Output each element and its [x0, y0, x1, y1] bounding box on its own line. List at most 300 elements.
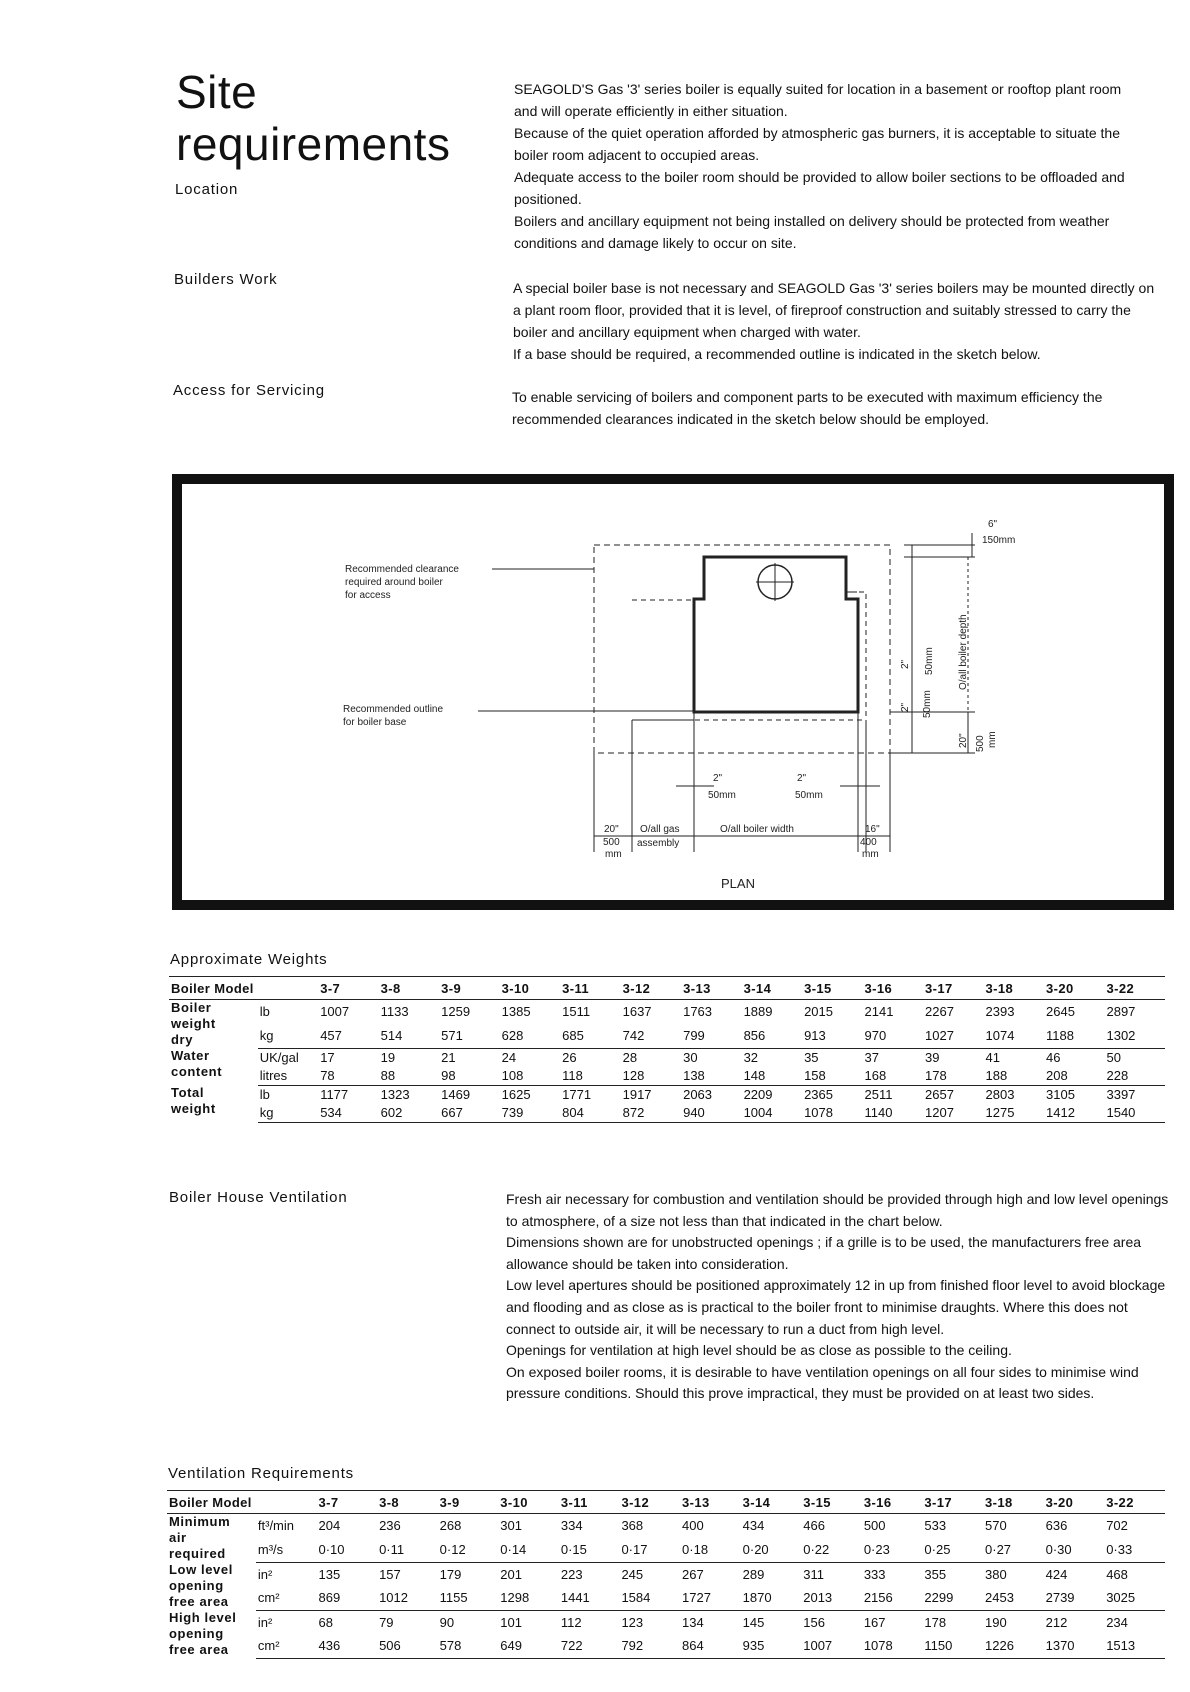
table-cell: 90	[439, 1614, 455, 1630]
table-cell: 311	[803, 1566, 824, 1582]
dim-side-in: 2"	[900, 702, 911, 712]
table-cell: 1007	[801, 1634, 862, 1658]
table-row	[169, 1085, 1165, 1104]
table-cell: 2063	[683, 1087, 713, 1102]
table-cell: 2013	[801, 1586, 862, 1610]
table-cell: 602	[379, 1104, 439, 1123]
dim-front-mm-unit: mm	[605, 849, 622, 860]
table-cell: 78	[318, 1067, 378, 1086]
table-cell: 1207	[923, 1104, 983, 1123]
table-cell: 334	[560, 1518, 583, 1534]
ventilation-table-wrap	[167, 1490, 1165, 1659]
table-cell: 1140	[863, 1104, 923, 1123]
table-header-label: Boiler Model	[169, 977, 318, 1000]
table-header-model: 3-13	[681, 977, 741, 1000]
table-cell: 2657	[925, 1087, 954, 1102]
table-cell: 0·14	[498, 1538, 559, 1562]
table-cell: 135	[318, 1566, 341, 1582]
table-cell: 37	[864, 1050, 880, 1065]
dim-front-mm: 500	[603, 837, 620, 848]
table-row	[167, 1514, 1165, 1538]
dim-side-mm: 50mm	[924, 647, 935, 675]
table-cell: 0·33	[1104, 1538, 1165, 1562]
dim-left-mm: 50mm	[708, 790, 736, 801]
table-header-model: 3-22	[1104, 977, 1165, 1000]
table-cell: 1870	[741, 1586, 802, 1610]
table-cell: 1412	[1044, 1104, 1104, 1123]
table-group-name: free area	[169, 1594, 229, 1609]
table-cell: 0·27	[983, 1538, 1044, 1562]
table-row	[167, 1538, 1165, 1562]
table-group-name: Low level	[169, 1562, 233, 1577]
table-header-model: 3-20	[1044, 977, 1104, 1000]
table-cell: 26	[562, 1050, 577, 1065]
table-cell: 134	[682, 1614, 704, 1630]
table-cell: 108	[500, 1067, 560, 1086]
table-unit: UK/gal	[259, 1050, 299, 1065]
table-cell: 1917	[622, 1087, 652, 1102]
builders-work-paragraph: A special boiler base is not necessary and SEAGOLD Gas '3' series boilers may be mounted directly on a plant room floor, provided that it is level, of fireproof construction and suitably stressed to carry the boiler and ancillary equipment when charged with water.	[513, 280, 1155, 340]
table-cell: 1763	[683, 1004, 713, 1020]
table-row	[167, 1562, 1165, 1586]
weights-table-wrap	[169, 976, 1165, 1123]
clearance-label: for access	[345, 590, 391, 601]
builders-work-paragraph: If a base should be required, a recommended outline is indicated in the sketch below.	[513, 346, 1041, 362]
access-text	[512, 386, 1172, 430]
table-unit: kg	[258, 1104, 318, 1123]
access-paragraph: To enable servicing of boilers and component parts to be executed with maximum efficiency the recommended clearances indicated in the sketch below should be employed.	[512, 389, 1103, 427]
table-cell: 1540	[1104, 1104, 1165, 1123]
table-cell: 667	[439, 1104, 499, 1123]
clearance-label: required around boiler	[345, 577, 443, 588]
table-cell: 1074	[984, 1024, 1044, 1048]
table-cell: 0·30	[1044, 1538, 1105, 1562]
table-cell: 649	[498, 1634, 559, 1658]
table-header-model: 3-12	[619, 1491, 680, 1514]
dim-right-in: 2"	[797, 773, 807, 784]
plan-diagram-frame	[172, 474, 1174, 910]
table-cell: 88	[379, 1067, 439, 1086]
table-group-name: Total	[171, 1085, 205, 1100]
table-cell: 1441	[559, 1586, 620, 1610]
table-cell: 1177	[320, 1087, 349, 1102]
table-cell: 436	[316, 1634, 377, 1658]
table-cell: 0·17	[619, 1538, 680, 1562]
table-cell: 1275	[984, 1104, 1044, 1123]
table-cell: 245	[621, 1566, 644, 1582]
table-unit: lb	[259, 1004, 270, 1020]
ventilation-paragraph: On exposed boiler rooms, it is desirable to have ventilation openings on all four sides to minimise wind pressure conditions. Should this prove impractical, they must be provided on at least two sides.	[506, 1363, 1139, 1402]
ventilation-paragraph: Fresh air necessary for combustion and ventilation should be provided through high and low level openings to atmosphere, of a size not less than that indicated in the chart below.	[506, 1191, 1169, 1229]
table-cell: 1637	[622, 1004, 652, 1020]
table-cell: 0·15	[559, 1538, 620, 1562]
table-unit: in²	[257, 1566, 273, 1582]
table-cell: 804	[560, 1104, 620, 1123]
table-row	[169, 1048, 1165, 1067]
table-cell: 739	[500, 1104, 560, 1123]
table-unit: ft³/min	[257, 1518, 295, 1534]
table-header-model: 3-17	[922, 1491, 983, 1514]
dim-gas-label: assembly	[637, 838, 680, 849]
table-cell: 2453	[983, 1586, 1044, 1610]
outline-label: for boiler base	[343, 717, 407, 728]
table-cell: 1771	[562, 1087, 592, 1102]
dim-side-mm: 50mm	[922, 690, 933, 718]
table-cell: 1298	[498, 1586, 559, 1610]
table-cell: 118	[560, 1067, 620, 1086]
table-cell: 2739	[1044, 1586, 1105, 1610]
location-text	[514, 78, 1144, 254]
ventilation-table	[167, 1490, 1165, 1659]
table-unit: litres	[258, 1067, 318, 1086]
table-cell: 0·18	[680, 1538, 741, 1562]
dim-top-mm: 150mm	[982, 535, 1016, 546]
table-cell: 1226	[983, 1634, 1044, 1658]
table-unit: in²	[257, 1614, 273, 1630]
table-cell: 1155	[438, 1586, 499, 1610]
ventilation-table-title: Ventilation Requirements	[168, 1465, 354, 1482]
table-cell: 856	[742, 1024, 802, 1048]
base-outline-left	[632, 600, 694, 720]
table-cell: 0·22	[801, 1538, 862, 1562]
weights-table	[169, 976, 1165, 1123]
table-cell: 2299	[922, 1586, 983, 1610]
dim-depth: O/all boiler depth	[958, 614, 969, 690]
table-group-cell	[167, 1514, 256, 1563]
dim-top-in: 6"	[988, 519, 998, 530]
table-cell: 223	[560, 1566, 583, 1582]
table-cell: 935	[741, 1634, 802, 1658]
builders-work-label: Builders Work	[174, 271, 278, 288]
dim-back-in: 16"	[865, 824, 880, 835]
table-header-model: 3-10	[500, 977, 560, 1000]
table-group-name: content	[171, 1064, 223, 1079]
table-cell: 188	[984, 1067, 1044, 1086]
table-unit: m³/s	[256, 1538, 317, 1562]
table-cell: 742	[621, 1024, 681, 1048]
location-label: Location	[175, 181, 239, 198]
boiler-body	[694, 557, 858, 712]
table-header-label: Boiler Model	[167, 1491, 316, 1514]
dim-gas-label: O/all gas	[640, 824, 680, 835]
table-header-model: 3-18	[984, 977, 1044, 1000]
table-cell: 1004	[742, 1104, 802, 1123]
ventilation-label: Boiler House Ventilation	[169, 1189, 348, 1206]
table-cell: 1469	[441, 1087, 471, 1102]
table-group-cell	[167, 1610, 256, 1658]
ventilation-paragraph: Dimensions shown are for unobstructed openings ; if a grille is to be used, the manufacturers free area allowance should be taken into consideration.	[506, 1234, 1142, 1272]
table-cell: 138	[681, 1067, 741, 1086]
table-cell: 514	[379, 1024, 439, 1048]
table-cell: 578	[438, 1634, 499, 1658]
dim-bottom-mm: 500	[975, 735, 986, 752]
table-header-model: 3-22	[1104, 1491, 1165, 1514]
table-cell: 869	[316, 1586, 377, 1610]
outline-label: Recommended outline	[343, 704, 444, 715]
table-cell: 1259	[441, 1004, 471, 1020]
table-row	[167, 1586, 1165, 1610]
table-cell: 2803	[985, 1087, 1015, 1102]
table-cell: 1150	[922, 1634, 983, 1658]
table-header-model: 3-11	[560, 977, 620, 1000]
table-group-cell	[169, 1085, 258, 1122]
plan-diagram	[182, 484, 1164, 900]
table-cell: 101	[500, 1614, 522, 1630]
table-cell: 500	[863, 1518, 886, 1534]
table-cell: 2365	[804, 1087, 833, 1102]
table-cell: 0·20	[741, 1538, 802, 1562]
table-header-model: 3-18	[983, 1491, 1044, 1514]
table-row	[167, 1610, 1165, 1634]
table-cell: 128	[621, 1067, 681, 1086]
table-cell: 2393	[985, 1004, 1015, 1020]
table-cell: 1078	[802, 1104, 862, 1123]
table-header-model: 3-8	[377, 1491, 438, 1514]
table-header-model: 3-7	[318, 977, 378, 1000]
table-cell: 204	[318, 1518, 341, 1534]
table-cell: 168	[863, 1067, 923, 1086]
table-header-model: 3-12	[621, 977, 681, 1000]
table-header-model: 3-16	[863, 977, 923, 1000]
table-cell: 2511	[864, 1087, 893, 1102]
table-cell: 148	[742, 1067, 802, 1086]
table-cell: 21	[441, 1050, 456, 1065]
table-cell: 1188	[1044, 1024, 1104, 1048]
table-cell: 571	[439, 1024, 499, 1048]
table-cell: 1302	[1104, 1024, 1165, 1048]
table-cell: 50	[1106, 1050, 1121, 1065]
table-group-name: dry	[171, 1032, 194, 1047]
table-cell: 267	[682, 1566, 704, 1582]
table-cell: 1511	[562, 1004, 591, 1020]
table-unit: lb	[259, 1087, 270, 1102]
access-label: Access for Servicing	[173, 382, 325, 399]
table-cell: 506	[377, 1634, 438, 1658]
table-cell: 368	[621, 1518, 644, 1534]
table-header-model: 3-9	[439, 977, 499, 1000]
table-cell: 1133	[380, 1004, 409, 1020]
table-cell: 112	[560, 1614, 582, 1630]
table-group-name: Water	[171, 1048, 210, 1063]
table-header-model: 3-17	[923, 977, 983, 1000]
table-cell: 424	[1045, 1566, 1068, 1582]
table-group-cell	[169, 1000, 258, 1049]
table-group-name: weight	[171, 1101, 216, 1116]
table-cell: 0·25	[922, 1538, 983, 1562]
table-header-model: 3-11	[559, 1491, 620, 1514]
table-cell: 1889	[743, 1004, 773, 1020]
table-cell: 913	[802, 1024, 862, 1048]
table-group-name: Boiler	[171, 1000, 212, 1015]
table-cell: 1323	[380, 1087, 410, 1102]
table-cell: 380	[985, 1566, 1007, 1582]
table-cell: 2209	[743, 1087, 773, 1102]
table-cell: 156	[803, 1614, 825, 1630]
table-cell: 167	[863, 1614, 886, 1630]
table-cell: 0·23	[862, 1538, 923, 1562]
weights-title: Approximate Weights	[170, 951, 328, 968]
table-cell: 157	[379, 1566, 401, 1582]
table-cell: 123	[621, 1614, 644, 1630]
table-group-name: opening	[169, 1578, 224, 1593]
table-header-model: 3-20	[1044, 1491, 1105, 1514]
location-paragraph: Adequate access to the boiler room should be provided to allow boiler sections to be offloaded and positioned.	[514, 169, 1125, 207]
table-group-name: Minimum	[169, 1514, 231, 1529]
table-header-model: 3-15	[802, 977, 862, 1000]
page-title-line-2: requirements	[176, 118, 451, 170]
table-cell: 212	[1045, 1614, 1068, 1630]
table-header-model: 3-14	[742, 977, 802, 1000]
table-cell: 333	[863, 1566, 886, 1582]
table-row	[169, 1104, 1165, 1123]
table-cell: 68	[318, 1614, 333, 1630]
table-cell: 39	[925, 1050, 940, 1065]
table-cell: 1584	[619, 1586, 680, 1610]
table-unit: kg	[258, 1024, 318, 1048]
table-cell: 970	[863, 1024, 923, 1048]
table-cell: 178	[923, 1067, 983, 1086]
table-cell: 2897	[1106, 1004, 1136, 1020]
table-group-cell	[169, 1048, 258, 1085]
table-row	[167, 1634, 1165, 1658]
table-cell: 268	[439, 1518, 462, 1534]
table-cell: 570	[985, 1518, 1007, 1534]
table-cell: 466	[803, 1518, 825, 1534]
table-cell: 289	[742, 1566, 765, 1582]
table-cell: 201	[500, 1566, 522, 1582]
location-paragraph: Boilers and ancillary equipment not being installed on delivery should be protected from weather conditions and damage likely to occur on site.	[514, 213, 1110, 251]
table-cell: 28	[622, 1050, 638, 1065]
table-cell: 2141	[864, 1004, 894, 1020]
table-cell: 636	[1045, 1518, 1068, 1534]
table-group-name: free area	[169, 1642, 229, 1657]
table-cell: 702	[1106, 1518, 1128, 1534]
table-cell: 179	[439, 1566, 462, 1582]
dim-left-in: 2"	[713, 773, 723, 784]
location-paragraph: SEAGOLD'S Gas '3' series boiler is equally suited for location in a basement or rooftop plant room and will operate efficiently in either situation.	[514, 81, 1122, 119]
ventilation-paragraph: Low level apertures should be positioned approximately 12 in up from finished floor level to avoid blockage and flooding and as close as is practical to the boiler front to minimise draughts. Where this does not connect to outside air, it will be necessary to run a duct from high level.	[506, 1277, 1166, 1337]
table-cell: 792	[619, 1634, 680, 1658]
table-unit: cm²	[256, 1634, 317, 1658]
table-header-model: 3-15	[801, 1491, 862, 1514]
table-cell: 1370	[1044, 1634, 1105, 1658]
clearance-label: Recommended clearance	[345, 564, 459, 575]
table-cell: 228	[1104, 1067, 1165, 1086]
table-cell: 468	[1106, 1566, 1128, 1582]
table-cell: 178	[924, 1614, 947, 1630]
table-cell: 0·10	[316, 1538, 377, 1562]
location-paragraph: Because of the quiet operation afforded by atmospheric gas burners, it is acceptable to situate the boiler room adjacent to occupied areas.	[514, 125, 1121, 163]
table-cell: 799	[681, 1024, 741, 1048]
table-cell: 1727	[680, 1586, 741, 1610]
table-cell: 1027	[923, 1024, 983, 1048]
table-cell: 1385	[501, 1004, 531, 1020]
table-cell: 940	[681, 1104, 741, 1123]
table-header-model: 3-9	[438, 1491, 499, 1514]
table-header-model: 3-14	[741, 1491, 802, 1514]
table-cell: 41	[985, 1050, 1000, 1065]
table-cell: 32	[743, 1050, 759, 1065]
table-header-model: 3-13	[680, 1491, 741, 1514]
table-cell: 628	[500, 1024, 560, 1048]
table-cell: 3397	[1106, 1087, 1136, 1102]
table-cell: 534	[318, 1104, 378, 1123]
dim-side-in: 2"	[900, 659, 911, 669]
table-cell: 208	[1044, 1067, 1104, 1086]
table-cell: 301	[500, 1518, 522, 1534]
table-cell: 864	[680, 1634, 741, 1658]
page-title	[176, 66, 450, 170]
table-header-model: 3-8	[379, 977, 439, 1000]
table-cell: 30	[683, 1050, 698, 1065]
plan-caption: PLAN	[721, 876, 755, 891]
table-row	[169, 1067, 1165, 1086]
table-cell: 24	[501, 1050, 517, 1065]
table-row	[169, 1000, 1165, 1024]
table-unit: cm²	[256, 1586, 317, 1610]
table-group-name: air	[169, 1530, 187, 1545]
table-group-name: weight	[171, 1016, 216, 1031]
table-group-name: High level	[169, 1610, 237, 1625]
table-cell: 190	[985, 1614, 1007, 1630]
table-cell: 2015	[804, 1004, 833, 1020]
table-cell: 533	[924, 1518, 947, 1534]
table-cell: 1078	[862, 1634, 923, 1658]
table-cell: 0·11	[377, 1538, 438, 1562]
table-cell: 1513	[1104, 1634, 1165, 1658]
dim-right-mm: 50mm	[795, 790, 823, 801]
table-cell: 79	[379, 1614, 394, 1630]
table-header-model: 3-10	[498, 1491, 559, 1514]
table-cell: 872	[621, 1104, 681, 1123]
table-cell: 434	[742, 1518, 765, 1534]
table-cell: 236	[379, 1518, 401, 1534]
table-cell: 98	[439, 1067, 499, 1086]
dim-back-mm: 400	[860, 837, 877, 848]
table-cell: 0·12	[438, 1538, 499, 1562]
table-cell: 3025	[1104, 1586, 1165, 1610]
table-cell: 457	[318, 1024, 378, 1048]
dim-front-in: 20"	[604, 824, 619, 835]
table-cell: 2156	[862, 1586, 923, 1610]
table-cell: 234	[1106, 1614, 1128, 1630]
ventilation-text	[506, 1189, 1171, 1405]
ventilation-paragraph: Openings for ventilation at high level should be as close as possible to the ceiling.	[506, 1342, 1012, 1359]
dim-back-mm-unit: mm	[862, 849, 879, 860]
table-group-cell	[167, 1562, 256, 1610]
builders-work-text	[513, 277, 1163, 365]
dim-bottom-in: 20"	[958, 733, 969, 748]
table-cell: 17	[320, 1050, 335, 1065]
table-cell: 145	[742, 1614, 765, 1630]
table-cell: 1007	[320, 1004, 350, 1020]
dim-bottom-mm-unit: mm	[987, 731, 998, 748]
table-header-model: 3-16	[862, 1491, 923, 1514]
table-cell: 685	[560, 1024, 620, 1048]
table-group-name: opening	[169, 1626, 224, 1641]
table-cell: 19	[380, 1050, 396, 1065]
table-cell: 158	[802, 1067, 862, 1086]
table-cell: 722	[559, 1634, 620, 1658]
table-cell: 3105	[1046, 1087, 1075, 1102]
table-cell: 1625	[501, 1087, 531, 1102]
table-cell: 35	[804, 1050, 819, 1065]
table-cell: 1012	[377, 1586, 438, 1610]
table-cell: 2645	[1046, 1004, 1075, 1020]
page-title-line-1: Site	[176, 66, 258, 118]
table-cell: 400	[682, 1518, 704, 1534]
table-header-model: 3-7	[316, 1491, 377, 1514]
